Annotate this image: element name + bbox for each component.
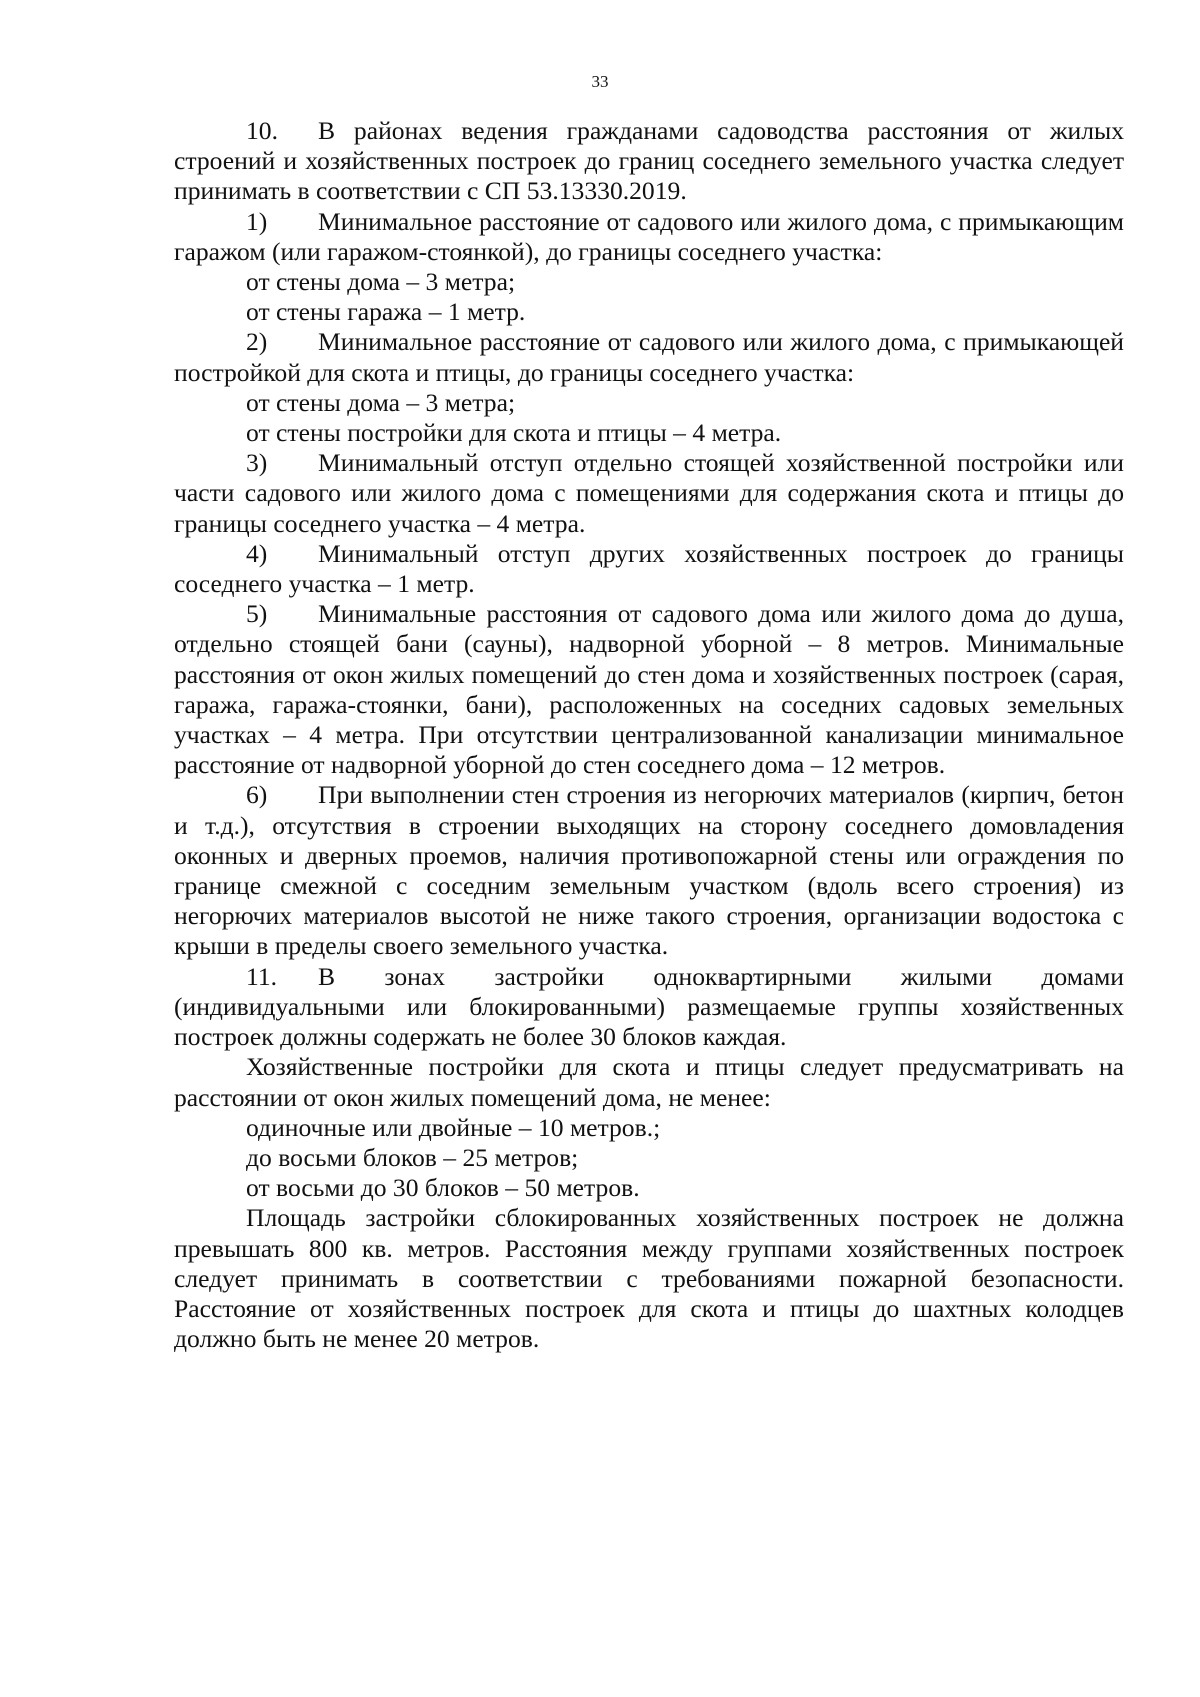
item-number: 5) [246,599,268,629]
item-text: Минимальные расстояния от садового дома или жилого дома до душа, отдельно стоящей бани (сауны), надворной уборной – 8 метров. Минимальные расстояния от окон жилых помещений до стен дома и хозяйственных построек (сарая, гаража, гаража-стоянки, бани), расположенных на соседних садовых земельных участках – 4 метра. При отсутствии централизованной канализации минимальное расстояние от надворной уборной до стен соседнего дома – 12 метров. [174,599,1124,780]
list-line: от стены дома – 3 метра; [246,387,516,417]
document-body [174,116,1124,1354]
clause-text: В зонах застройки одноквартирными жилыми домами (индивидуальными или блокированными) размещаемые группы хозяйственных построек должны содержать не более 30 блоков каждая. [174,961,1124,1052]
item-text: Минимальный отступ других хозяйственных построек до границы соседнего участка – 1 метр. [174,538,1124,599]
item-4 [174,539,1124,599]
clause-number: 10. [246,116,278,145]
item-5 [174,599,1124,780]
item-number: 2) [246,327,268,357]
item-number: 4) [246,538,268,568]
clause-11 [174,962,1124,1053]
item-number: 3) [246,448,268,478]
clause-text: В районах ведения гражданами садоводства расстояния от жилых строений и хозяйственных построек до границ соседнего земельного участка следует принимать в соответствии с СП 53.13330.2019. [174,116,1124,206]
list-line: от стены дома – 3 метра; [246,267,516,297]
paragraph: Хозяйственные постройки для скота и птицы следует предусматривать на расстоянии от окон жилых помещений дома, не менее: [174,1052,1124,1112]
page-number: 33 [591,72,609,91]
item-number: 6) [246,780,268,810]
item-3 [174,448,1124,539]
clause-10 [174,116,1124,207]
item-text: Минимальное расстояние от садового или жилого дома, с примыкающим гаражом (или гаражом-стоянкой), до границы соседнего участка: [174,206,1124,266]
item-6 [174,780,1124,961]
clause-number: 11. [246,961,278,991]
paragraph: Площадь застройки сблокированных хозяйственных построек не должна превышать 800 кв. метров. Расстояния между группами хозяйственных построек следует принимать в соответствии с требованиями пожарной безопасности. Расстояние от хозяйственных построек для скота и птицы до шахтных колодцев должно быть не менее 20 метров. [174,1203,1124,1354]
item-text: Минимальный отступ отдельно стоящей хозяйственной постройки или части садового или жилого дома с помещениями для содержания скота и птицы до границы соседнего участка – 4 метра. [174,448,1124,538]
item-2 [174,327,1124,387]
item-number: 1) [246,206,268,236]
list-line: от восьми до 30 блоков – 50 метров. [246,1173,640,1203]
item-text: Минимальное расстояние от садового или жилого дома, с примыкающей постройкой для скота и птицы, до границы соседнего участка: [174,327,1124,387]
list-line: от стены гаража – 1 метр. [246,297,526,327]
list-line: до восьми блоков – 25 метров; [246,1142,579,1172]
item-text: При выполнении стен строения из негорючих материалов (кирпич, бетон и т.д.), отсутствия в строении выходящих на сторону соседнего домовладения оконных и дверных проемов, наличия противопожарной стены или ограждения по границе смежной с соседним земельным участком (вдоль всего строения) из негорючих материалов высотой не ниже такого строения, организации водостока с крыши в пределы своего земельного участка. [174,780,1124,961]
item-1 [174,207,1124,267]
list-line: одиночные или двойные – 10 метров.; [246,1112,661,1142]
list-line: от стены постройки для скота и птицы – 4 метра. [246,418,782,448]
